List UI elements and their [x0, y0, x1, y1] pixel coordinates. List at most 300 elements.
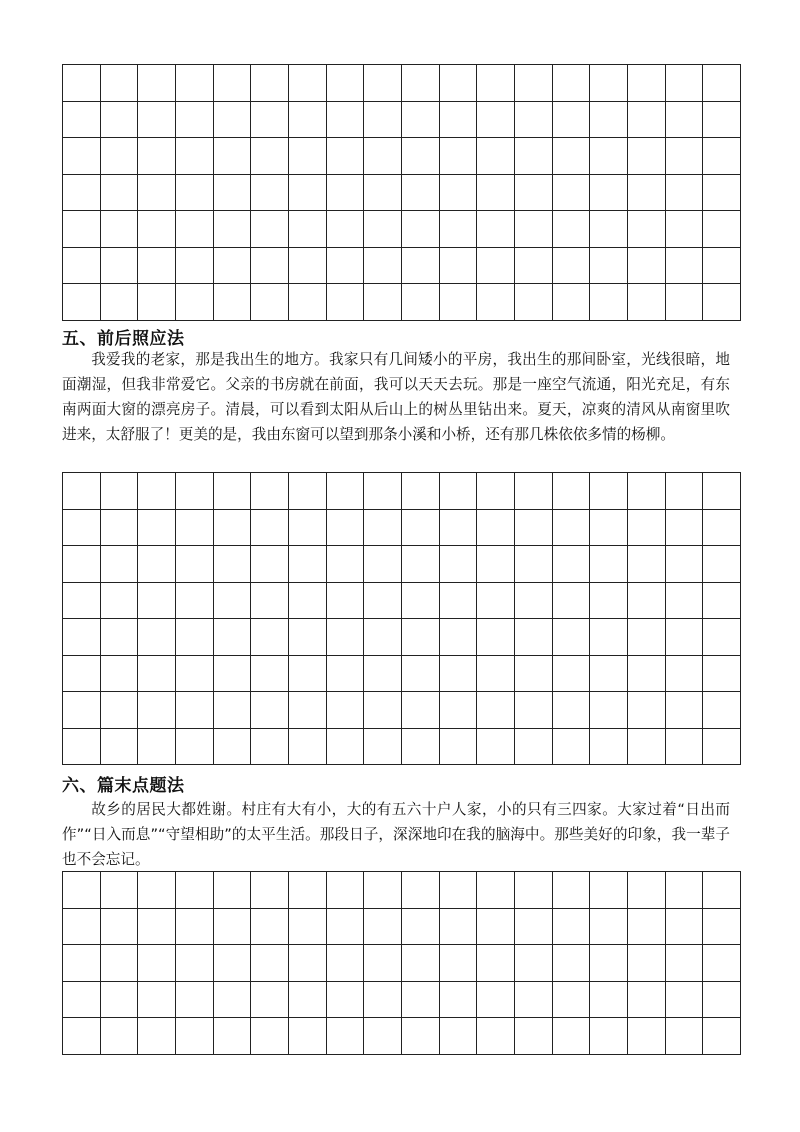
grid-cell — [213, 872, 251, 909]
grid-cell — [175, 65, 213, 102]
grid-cell — [175, 546, 213, 583]
grid-cell — [552, 174, 590, 211]
grid-cell — [439, 101, 477, 138]
grid-cell — [63, 174, 101, 211]
grid-cell — [175, 1018, 213, 1055]
grid-cell — [590, 65, 628, 102]
grid-cell — [590, 692, 628, 729]
grid-cell — [439, 692, 477, 729]
grid-cell — [364, 908, 402, 945]
grid-cell — [364, 981, 402, 1018]
grid-cell — [326, 247, 364, 284]
grid-cell — [288, 945, 326, 982]
grid-cell — [175, 473, 213, 510]
grid-cell — [514, 509, 552, 546]
grid-cell — [703, 211, 741, 248]
grid-cell — [364, 582, 402, 619]
grid-cell — [477, 655, 515, 692]
writing-grid-3 — [62, 871, 741, 1055]
grid-cell — [326, 692, 364, 729]
grid-cell — [213, 211, 251, 248]
grid-cell — [63, 619, 101, 656]
grid-cell — [477, 211, 515, 248]
grid-cell — [213, 509, 251, 546]
grid-cell — [251, 692, 289, 729]
grid-cell — [477, 728, 515, 765]
grid-cell — [627, 1018, 665, 1055]
grid-cell — [665, 692, 703, 729]
grid-cell — [288, 981, 326, 1018]
grid-cell — [627, 945, 665, 982]
grid-cell — [175, 728, 213, 765]
grid-cell — [590, 619, 628, 656]
section-6-body: 故乡的居民大都姓谢。村庄有大有小，大的有五六十户人家，小的只有三四家。大家过着“日出而作”“日入而息”“守望相助”的太平生活。那段日子，深深地印在我的脑海中。那些美好的印象，我一辈子也不会忘记。 — [62, 801, 730, 868]
grid-cell — [326, 1018, 364, 1055]
grid-cell — [439, 582, 477, 619]
grid-cell — [138, 284, 176, 321]
grid-cell — [439, 284, 477, 321]
grid-cell — [552, 945, 590, 982]
grid-cell — [477, 284, 515, 321]
grid-cell — [63, 582, 101, 619]
grid-cell — [251, 247, 289, 284]
grid-cell — [63, 211, 101, 248]
grid-cell — [63, 65, 101, 102]
grid-cell — [703, 101, 741, 138]
writing-grid-1 — [62, 64, 741, 321]
grid-cell — [175, 655, 213, 692]
grid-cell — [251, 101, 289, 138]
grid-cell — [665, 284, 703, 321]
grid-cell — [175, 908, 213, 945]
grid-cell — [590, 211, 628, 248]
grid-cell — [439, 945, 477, 982]
grid-cell — [251, 872, 289, 909]
grid-cell — [477, 872, 515, 909]
grid-cell — [439, 619, 477, 656]
grid-cell — [401, 692, 439, 729]
grid-cell — [175, 211, 213, 248]
grid-cell — [590, 247, 628, 284]
grid-cell — [514, 582, 552, 619]
grid-cell — [590, 101, 628, 138]
grid-cell — [288, 284, 326, 321]
grid-cell — [100, 582, 138, 619]
grid-cell — [100, 908, 138, 945]
grid-cell — [138, 692, 176, 729]
grid-cell — [251, 211, 289, 248]
grid-cell — [63, 1018, 101, 1055]
grid-cell — [665, 945, 703, 982]
grid-cell — [401, 582, 439, 619]
grid-cell — [703, 981, 741, 1018]
grid-cell — [439, 1018, 477, 1055]
grid-cell — [477, 546, 515, 583]
grid-cell — [100, 138, 138, 175]
grid-cell — [251, 945, 289, 982]
grid-cell — [213, 546, 251, 583]
grid-cell — [100, 65, 138, 102]
grid-cell — [477, 65, 515, 102]
grid-cell — [63, 101, 101, 138]
grid-cell — [288, 582, 326, 619]
grid-cell — [213, 65, 251, 102]
grid-cell — [213, 473, 251, 510]
grid-cell — [665, 619, 703, 656]
grid-cell — [364, 247, 402, 284]
grid-cell — [364, 872, 402, 909]
grid-cell — [401, 945, 439, 982]
grid-cell — [251, 546, 289, 583]
grid-cell — [288, 174, 326, 211]
grid-cell — [63, 945, 101, 982]
grid-cell — [703, 546, 741, 583]
grid-cell — [514, 247, 552, 284]
grid-cell — [364, 619, 402, 656]
grid-cell — [703, 65, 741, 102]
grid-cell — [477, 247, 515, 284]
grid-cell — [514, 546, 552, 583]
grid-cell — [63, 728, 101, 765]
grid-cell — [138, 1018, 176, 1055]
grid-cell — [401, 65, 439, 102]
grid-cell — [100, 1018, 138, 1055]
grid-cell — [477, 1018, 515, 1055]
grid-cell — [477, 945, 515, 982]
grid-cell — [100, 619, 138, 656]
grid-cell — [627, 872, 665, 909]
grid-cell — [439, 138, 477, 175]
grid-cell — [665, 101, 703, 138]
grid-cell — [326, 473, 364, 510]
grid-cell — [477, 981, 515, 1018]
grid-cell — [401, 174, 439, 211]
grid-cell — [477, 619, 515, 656]
grid-cell — [288, 619, 326, 656]
grid-cell — [326, 211, 364, 248]
grid-cell — [552, 473, 590, 510]
grid-cell — [514, 101, 552, 138]
grid-cell — [100, 872, 138, 909]
grid-cell — [552, 872, 590, 909]
grid-cell — [665, 546, 703, 583]
grid-cell — [138, 981, 176, 1018]
grid-row — [63, 692, 741, 729]
grid-cell — [138, 509, 176, 546]
grid-cell — [175, 692, 213, 729]
grid-cell — [401, 101, 439, 138]
grid-cell — [665, 473, 703, 510]
grid-cell — [514, 138, 552, 175]
grid-cell — [364, 728, 402, 765]
grid-cell — [364, 174, 402, 211]
grid-row — [63, 509, 741, 546]
section-6-title: 六、篇末点题法 — [62, 776, 185, 796]
grid-cell — [590, 655, 628, 692]
grid-cell — [326, 945, 364, 982]
grid-cell — [552, 1018, 590, 1055]
grid-cell — [552, 582, 590, 619]
grid-cell — [665, 582, 703, 619]
grid-row — [63, 655, 741, 692]
grid-cell — [514, 728, 552, 765]
grid-cell — [590, 908, 628, 945]
grid-row — [63, 728, 741, 765]
grid-cell — [251, 619, 289, 656]
grid-cell — [552, 65, 590, 102]
grid-cell — [665, 211, 703, 248]
grid-cell — [665, 981, 703, 1018]
grid-cell — [514, 65, 552, 102]
grid-cell — [288, 872, 326, 909]
grid-cell — [326, 284, 364, 321]
grid-cell — [251, 582, 289, 619]
grid-cell — [703, 728, 741, 765]
grid-cell — [439, 728, 477, 765]
grid-cell — [364, 655, 402, 692]
grid-cell — [703, 945, 741, 982]
grid-cell — [138, 872, 176, 909]
grid-cell — [100, 509, 138, 546]
grid-cell — [552, 101, 590, 138]
grid-cell — [288, 655, 326, 692]
grid-cell — [590, 546, 628, 583]
grid-cell — [175, 174, 213, 211]
grid-cell — [251, 908, 289, 945]
grid-cell — [439, 247, 477, 284]
grid-row — [63, 872, 741, 909]
grid-cell — [251, 655, 289, 692]
grid-cell — [552, 692, 590, 729]
grid-cell — [590, 509, 628, 546]
grid-cell — [514, 655, 552, 692]
grid-cell — [100, 473, 138, 510]
grid-cell — [665, 174, 703, 211]
grid-cell — [364, 546, 402, 583]
grid-cell — [364, 138, 402, 175]
grid-cell — [326, 65, 364, 102]
grid-row — [63, 619, 741, 656]
grid-cell — [627, 582, 665, 619]
grid-cell — [63, 473, 101, 510]
grid-cell — [175, 582, 213, 619]
grid-cell — [590, 981, 628, 1018]
grid-cell — [175, 945, 213, 982]
grid-row — [63, 945, 741, 982]
writing-grid-2 — [62, 472, 741, 765]
grid-cell — [590, 174, 628, 211]
grid-cell — [175, 284, 213, 321]
grid-cell — [514, 473, 552, 510]
grid-cell — [477, 509, 515, 546]
grid-cell — [326, 101, 364, 138]
grid-cell — [401, 655, 439, 692]
grid-cell — [175, 981, 213, 1018]
grid-cell — [213, 284, 251, 321]
grid-cell — [627, 546, 665, 583]
grid-row — [63, 546, 741, 583]
grid-cell — [401, 908, 439, 945]
grid-cell — [100, 211, 138, 248]
grid-cell — [477, 908, 515, 945]
grid-cell — [175, 619, 213, 656]
grid-cell — [63, 908, 101, 945]
grid-cell — [100, 101, 138, 138]
grid-cell — [552, 981, 590, 1018]
grid-cell — [514, 284, 552, 321]
grid-cell — [627, 728, 665, 765]
grid-cell — [514, 872, 552, 909]
grid-cell — [477, 101, 515, 138]
grid-cell — [627, 65, 665, 102]
grid-cell — [63, 655, 101, 692]
grid-cell — [288, 473, 326, 510]
grid-cell — [627, 692, 665, 729]
grid-cell — [590, 138, 628, 175]
grid-cell — [251, 1018, 289, 1055]
grid-cell — [138, 619, 176, 656]
grid-cell — [703, 872, 741, 909]
grid-cell — [213, 619, 251, 656]
grid-cell — [552, 509, 590, 546]
grid-cell — [439, 981, 477, 1018]
grid-cell — [63, 509, 101, 546]
grid-cell — [627, 619, 665, 656]
grid-cell — [213, 655, 251, 692]
grid-cell — [627, 174, 665, 211]
section-5-body: 我爱我的老家，那是我出生的地方。我家只有几间矮小的平房，我出生的那间卧室，光线很暗，地面潮湿，但我非常爱它。父亲的书房就在前面，我可以天天去玩。那是一座空气流通，阳光充足，有东南两面大窗的漂亮房子。清晨，可以看到太阳从后山上的树丛里钻出来。夏天，凉爽的清风从南窗里吹进来，太舒服了！更美的是，我由东窗可以望到那条小溪和小桥，还有那几株依依多情的杨柳。 — [62, 351, 730, 443]
grid-cell — [288, 247, 326, 284]
grid-cell — [552, 546, 590, 583]
grid-cell — [514, 945, 552, 982]
grid-cell — [326, 619, 364, 656]
grid-cell — [138, 247, 176, 284]
grid-cell — [703, 138, 741, 175]
grid-row — [63, 211, 741, 248]
grid-cell — [288, 138, 326, 175]
grid-cell — [703, 473, 741, 510]
grid-row — [63, 101, 741, 138]
grid-cell — [627, 509, 665, 546]
grid-cell — [288, 1018, 326, 1055]
grid-cell — [213, 728, 251, 765]
grid-cell — [627, 284, 665, 321]
grid-cell — [63, 138, 101, 175]
grid-cell — [552, 728, 590, 765]
grid-cell — [100, 247, 138, 284]
grid-cell — [439, 211, 477, 248]
grid-cell — [401, 546, 439, 583]
grid-cell — [326, 981, 364, 1018]
section-5-title: 五、前后照应法 — [62, 329, 185, 349]
grid-cell — [627, 655, 665, 692]
grid-cell — [627, 211, 665, 248]
grid-cell — [63, 981, 101, 1018]
grid-row — [63, 582, 741, 619]
grid-cell — [213, 101, 251, 138]
grid-row — [63, 908, 741, 945]
grid-cell — [439, 473, 477, 510]
grid-cell — [590, 1018, 628, 1055]
grid-cell — [401, 138, 439, 175]
grid-cell — [288, 728, 326, 765]
grid-cell — [703, 247, 741, 284]
grid-cell — [326, 138, 364, 175]
grid-cell — [627, 101, 665, 138]
grid-cell — [63, 247, 101, 284]
grid-cell — [703, 692, 741, 729]
grid-cell — [364, 211, 402, 248]
grid-cell — [665, 247, 703, 284]
grid-cell — [175, 872, 213, 909]
grid-cell — [251, 65, 289, 102]
grid-cell — [627, 247, 665, 284]
grid-cell — [326, 728, 364, 765]
grid-cell — [326, 872, 364, 909]
grid-cell — [63, 546, 101, 583]
grid-cell — [138, 546, 176, 583]
grid-cell — [138, 473, 176, 510]
grid-cell — [401, 872, 439, 909]
grid-cell — [138, 908, 176, 945]
grid-cell — [665, 908, 703, 945]
grid-cell — [401, 473, 439, 510]
grid-cell — [703, 619, 741, 656]
grid-cell — [627, 138, 665, 175]
grid-cell — [552, 211, 590, 248]
grid-cell — [288, 65, 326, 102]
grid-cell — [665, 728, 703, 765]
grid-row — [63, 1018, 741, 1055]
grid-cell — [439, 655, 477, 692]
grid-cell — [703, 1018, 741, 1055]
grid-cell — [100, 284, 138, 321]
grid-cell — [326, 546, 364, 583]
grid-cell — [288, 509, 326, 546]
grid-cell — [514, 908, 552, 945]
grid-cell — [514, 174, 552, 211]
grid-cell — [627, 908, 665, 945]
grid-cell — [100, 546, 138, 583]
grid-cell — [63, 284, 101, 321]
grid-cell — [552, 908, 590, 945]
grid-cell — [100, 981, 138, 1018]
grid-cell — [703, 284, 741, 321]
grid-cell — [63, 872, 101, 909]
grid-cell — [138, 174, 176, 211]
grid-cell — [477, 138, 515, 175]
grid-cell — [401, 509, 439, 546]
grid-cell — [288, 546, 326, 583]
grid-cell — [401, 619, 439, 656]
grid-cell — [251, 174, 289, 211]
grid-cell — [703, 582, 741, 619]
grid-cell — [665, 509, 703, 546]
grid-cell — [364, 473, 402, 510]
grid-cell — [138, 582, 176, 619]
grid-cell — [251, 981, 289, 1018]
grid-cell — [213, 945, 251, 982]
grid-cell — [251, 728, 289, 765]
grid-cell — [100, 945, 138, 982]
grid-cell — [665, 138, 703, 175]
grid-cell — [665, 655, 703, 692]
grid-cell — [213, 692, 251, 729]
grid-cell — [251, 138, 289, 175]
grid-cell — [213, 1018, 251, 1055]
grid-cell — [175, 101, 213, 138]
grid-row — [63, 473, 741, 510]
